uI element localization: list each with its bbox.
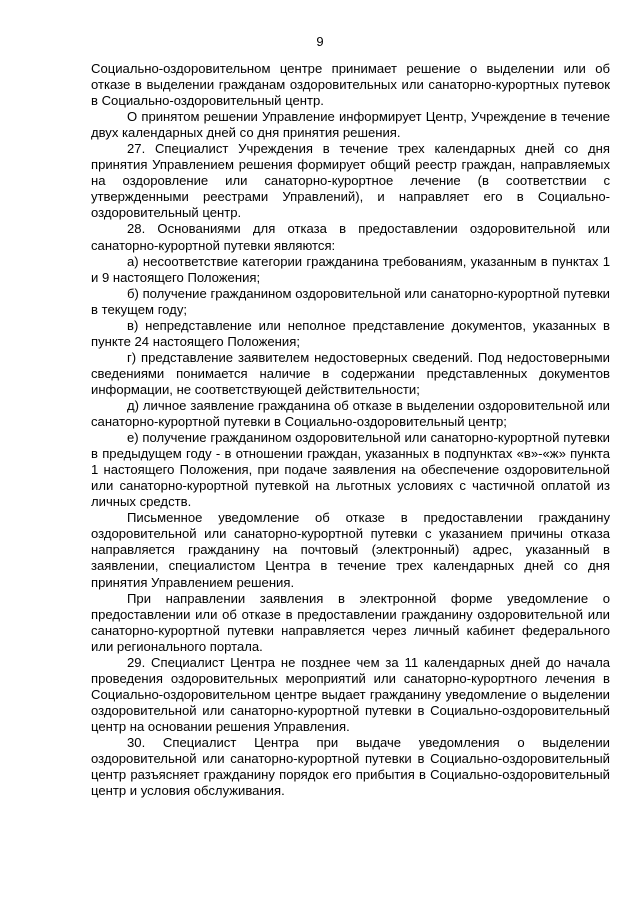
paragraph-continuation: Социально-оздоровительном центре принимает решение о выделении или об отказе в выделении гражданам оздоровительных или санаторно-курортных путевок в Социально-оздоровительный центр. xyxy=(91,61,610,109)
paragraph-written-notice: Письменное уведомление об отказе в предоставлении гражданину оздоровительной или санаторно-курортной путевки с указанием причины отказа направляется гражданину на почтовый (электронный) адрес, указанный в заявлении, специалистом Центра в течение трех календарных дней со дня принятия Управлением решения. xyxy=(91,510,610,590)
paragraph-28-item-b: б) получение гражданином оздоровительной или санаторно-курортной путевки в текущем году; xyxy=(91,285,610,317)
paragraph-electronic-notice: При направлении заявления в электронной форме уведомление о предоставлении или об отказе в предоставлении гражданину оздоровительной или санаторно-курортной путевки направляется через личный кабинет федерального или регионального портала. xyxy=(91,590,610,654)
paragraph-29: 29. Специалист Центра не позднее чем за 11 календарных дней до начала проведения оздоровительных мероприятий или санаторно-курортного лечения в Социально-оздоровительном центре выдает гражданину уведомление о выделении оздоровительной или санаторно-курортной путевки в Социально-оздоровительный центр на основании решения Управления. xyxy=(91,654,610,734)
paragraph-30: 30. Специалист Центра при выдаче уведомления о выделении оздоровительной или санаторно-курортной путевки в Социально-оздоровительный центр разъясняет гражданину порядок его прибытия в Социально-оздоровительный центр и условия обслуживания. xyxy=(91,734,610,799)
paragraph-28-item-v: в) непредставление или неполное представление документов, указанных в пункте 24 настоящего Положения; xyxy=(91,317,610,349)
page-number: 9 xyxy=(316,34,324,49)
paragraph-28-item-g: г) представление заявителем недостоверных сведений. Под недостоверными сведениями понимается наличие в содержании представленных документов информации, не соответствующей действительности; xyxy=(91,349,610,397)
paragraph-28-item-d: д) личное заявление гражданина об отказе в выделении оздоровительной или санаторно-курортной путевки в Социально-оздоровительный центр; xyxy=(91,397,610,430)
paragraph-28-item-a: а) несоответствие категории гражданина требованиям, указанным в пунктах 1 и 9 настоящего Положения; xyxy=(91,253,610,285)
paragraph-27: 27. Специалист Учреждения в течение трех календарных дней со дня принятия Управлением решения формирует общий реестр граждан, направляемых на оздоровление или санаторно-курортное лечение (в соответствии с утвержденными реестрами Управлений), и направляет его в Социально-оздоровительный центр. xyxy=(91,141,610,221)
paragraph-28: 28. Основаниями для отказа в предоставлении оздоровительной или санаторно-курортной путевки являются: xyxy=(91,221,610,253)
paragraph-management-notice: О принятом решении Управление информирует Центр, Учреждение в течение двух календарных дней со дня принятия решения. xyxy=(91,109,610,141)
document-body xyxy=(91,61,610,799)
paragraph-28-item-e: е) получение гражданином оздоровительной или санаторно-курортной путевки в предыдущем году - в отношении граждан, указанных в подпунктах «в»-«ж» пункта 1 настоящего Положения, при подаче заявления на обеспечение оздоровительной или санаторно-курортной путевкой на льготных условиях с частичной оплатой из личных средств. xyxy=(91,430,610,510)
